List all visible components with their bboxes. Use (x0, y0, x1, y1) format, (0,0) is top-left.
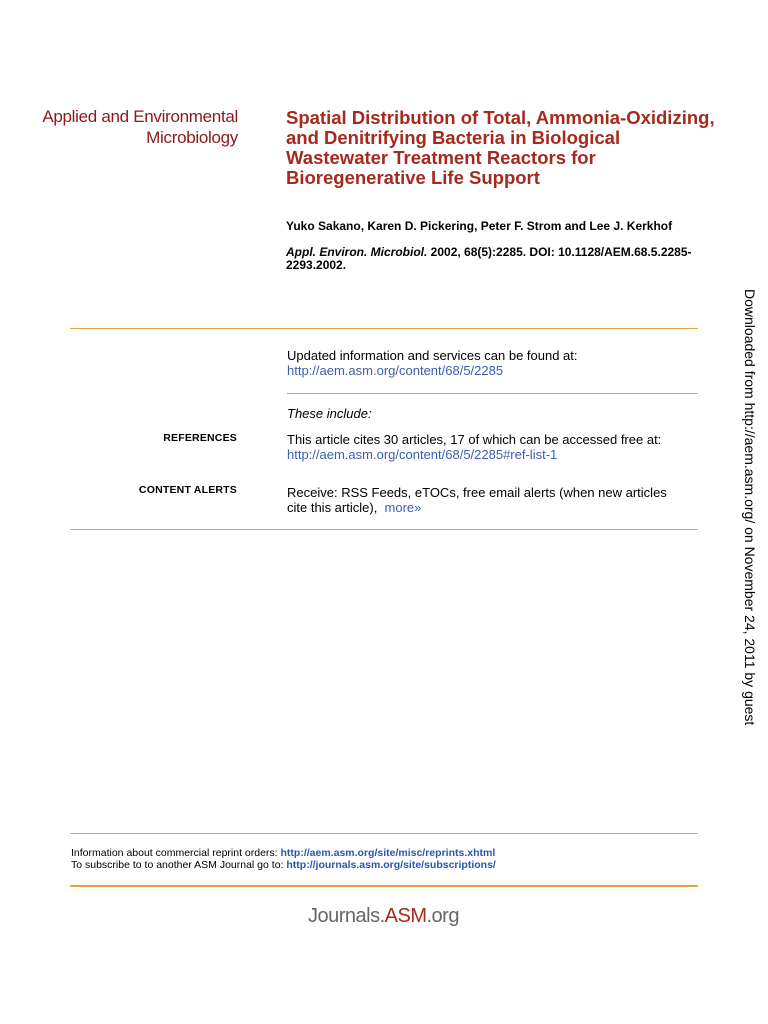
logo-asm: ASM (384, 905, 427, 927)
download-text: Downloaded from http://aem.asm.org/ on November 24, 2011 by guest (742, 289, 758, 726)
references-text (287, 432, 687, 462)
journal-name-line2: Microbiology (146, 128, 238, 147)
divider-bottom (70, 529, 698, 530)
reprint-text: Information about commercial reprint orders: (71, 847, 278, 859)
logo-suffix: .org (426, 905, 459, 927)
references-description: This article cites 30 articles, 17 of which can be accessed free at: (287, 432, 662, 447)
download-notice (740, 289, 760, 741)
citation-details: 2002, 68(5):2285. DOI: 10.1128/AEM.68.5.2285-2293.2002. (286, 245, 692, 272)
divider-middle (287, 393, 698, 394)
content-alerts-label: CONTENT ALERTS (138, 484, 237, 496)
divider-top (70, 328, 698, 329)
article-title: Spatial Distribution of Total, Ammonia-Oxidizing, and Denitrifying Bacteria in Biological Wastewater Treatment Reactors for Bioregenerative Life Support (286, 107, 715, 188)
content-alerts-description: Receive: RSS Feeds, eTOCs, free email alerts (when new articles cite this article), (287, 485, 667, 515)
article-citation (286, 246, 706, 272)
journal-name-line1: Applied and Environmental (42, 107, 238, 126)
reprint-link[interactable]: http://aem.asm.org/site/misc/reprints.xhtml (280, 847, 496, 859)
content-alerts-text (287, 485, 687, 515)
subscribe-link[interactable]: http://journals.asm.org/site/subscriptions/ (286, 859, 496, 871)
updated-link[interactable]: http://aem.asm.org/content/68/5/2285 (287, 363, 504, 378)
footer-info (71, 847, 691, 871)
subscribe-text: To subscribe to to another ASM Journal go to: (71, 859, 284, 871)
journal-logo (0, 106, 238, 148)
divider-footer-top (70, 833, 698, 834)
updated-info (287, 348, 687, 378)
references-label: REFERENCES (163, 432, 237, 444)
subscribe-line (71, 859, 691, 871)
citation-journal: Appl. Environ. Microbiol. (286, 245, 428, 259)
more-link[interactable]: more» (384, 500, 422, 515)
logo-prefix: Journals. (308, 905, 385, 927)
article-authors: Yuko Sakano, Karen D. Pickering, Peter F. Strom and Lee J. Kerkhof (286, 219, 673, 233)
references-link[interactable]: http://aem.asm.org/content/68/5/2285#ref-list-1 (287, 447, 558, 462)
updated-text: Updated information and services can be found at: (287, 348, 578, 363)
reprint-line (71, 847, 691, 859)
these-include: These include: (287, 406, 372, 421)
journals-asm-logo (308, 905, 459, 928)
divider-footer-bottom (70, 885, 698, 887)
